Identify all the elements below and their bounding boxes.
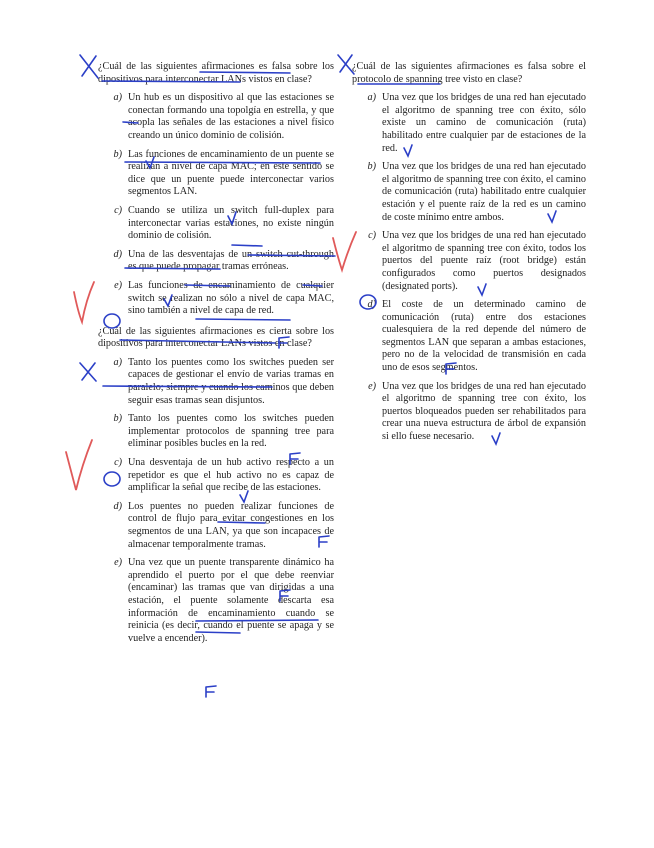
option-text: Cuando se utiliza un switch full-duplex para interconectar varias estaciones, no existe ningún dominio de colisión. <box>128 204 334 242</box>
question-2-option-d <box>98 501 334 551</box>
option-text: Las funciones de encaminamiento de un puente se realizan a nivel de capa MAC; en este sentido se dice que un puente puede interconectar varios segmentos LAN. <box>128 148 334 198</box>
option-letter: e) <box>368 380 376 392</box>
question-1-option-d <box>98 249 334 274</box>
option-letter: e) <box>114 279 122 291</box>
question-2 <box>98 326 334 646</box>
option-text: Los puentes no pueden realizar funciones de control de flujo para evitar congestiones en los segmentos de una LAN, ya que son incapaces de almacenar temporalmente tramas. <box>128 500 334 550</box>
cross-mark-question-1 <box>80 55 98 78</box>
red-check-mark <box>66 440 92 490</box>
question-1-option-c <box>98 205 334 243</box>
option-letter: c) <box>114 457 122 469</box>
option-letter: b) <box>367 161 376 173</box>
option-text: Tanto los puentes como los switches pueden implementar protocolos de spanning tree para eliminar posibles bucles en la red. <box>128 413 334 450</box>
question-1 <box>98 61 334 318</box>
option-text: Las funciones de encaminamiento de cualquier switch se realizan no sólo a nivel de capa MAC, sino también a nivel de capa de red. <box>128 279 334 317</box>
cross-mark-question-2 <box>80 363 96 381</box>
option-letter: a) <box>113 92 122 104</box>
option-text: Una desventaja de un hub activo respecto a un repetidor es que el hub activo no es capaz de amplificar la señal que recibe de las estaciones. <box>128 457 334 494</box>
option-letter: d) <box>113 248 122 260</box>
question-1-stem: ¿Cuál de las siguientes afirmaciones es falsa sobre los dipositivos para interconectar LANs vistos en clase? <box>98 61 334 85</box>
option-letter: d) <box>367 299 376 311</box>
question-3-option-a <box>352 92 586 155</box>
option-text: Una vez que los bridges de una red han ejecutado el algoritmo de spanning tree con éxito, todos los puertos del puente raíz (root bridge) están configurados como puertos designados (designated ports). <box>382 230 586 292</box>
question-2-option-e <box>98 557 334 645</box>
option-text: Una vez que los bridges de una red han ejecutado el algoritmo de spanning tree con éxito, sólo existe un camino de comunicación (ruta) habilitado entre cualquier par de estaciones de la red. <box>382 92 586 154</box>
question-3-option-e <box>352 381 586 444</box>
option-text: El coste de un determinado camino de comunicación (ruta) entre dos estaciones cualesquiera de la red depende del número de segmentos LAN que separan a ambas estaciones, pero no de la velocidad de transmisión en cada uno de esos segmentos. <box>382 299 586 374</box>
question-3-option-c <box>352 230 586 293</box>
option-text: Una vez que los bridges de una red han ejecutado el algoritmo de spanning tree con éxito, el camino de comunicación (ruta) habilitado entre cualquier estación y el puente raíz de la red es un camino de coste mínimo entre ambos. <box>382 161 586 223</box>
option-letter: c) <box>368 230 376 242</box>
question-2-option-c <box>98 457 334 495</box>
option-letter: c) <box>114 204 122 216</box>
question-1-option-e <box>98 280 334 318</box>
left-column <box>98 61 334 653</box>
option-text: Tanto los puentes como los switches pueden ser capaces de gestionar el envío de varias tramas en paralelo; siempre y cuando los caminos que deben seguir esas tramas sean disjuntos. <box>128 356 334 406</box>
option-text: Una vez que un puente transparente dinámico ha aprendido el puerto por el que debe reenviar (encaminar) las tramas que van dirigidas a una estación, el puente solamente descarta esa información de encaminamiento cuando se reinicia (es decir, cuando el puente se apaga y se vuelve a encender). <box>128 557 334 644</box>
option-letter: b) <box>113 413 122 425</box>
question-3-option-d <box>352 299 586 375</box>
option-text: Una vez que los bridges de una red han ejecutado el algoritmo de spanning tree con éxito, los puertos bloqueados pueden ser rehabilitados para crear una nueva estructura de árbol de expansión si ello fuese necesario. <box>382 380 586 443</box>
question-2-stem: ¿Cuál de las siguientes afirmaciones es cierta sobre los dipositivos para interconectar LANs vistos en clase? <box>98 325 334 350</box>
question-1-option-b <box>98 149 334 199</box>
option-letter: b) <box>113 148 122 160</box>
question-3-option-b <box>352 161 586 224</box>
question-2-option-b <box>98 413 334 451</box>
question-3-stem: ¿Cuál de las siguientes afirmaciones es falsa sobre el protocolo de spanning tree visto en clase? <box>352 61 586 85</box>
right-column <box>352 61 586 452</box>
question-1-option-a <box>98 92 334 142</box>
option-text: Un hub es un dispositivo al que las estaciones se conectan formando una topolgía en estrella, y que acopla las señales de las estaciones a nivel físico creando un único dominio de colisión. <box>128 92 334 141</box>
option-text: Una de las desventajas de un switch cut-through es que puede propagar tramas erróneas. <box>128 248 334 273</box>
red-check-mark <box>74 282 94 322</box>
f-mark <box>206 686 216 697</box>
option-letter: d) <box>113 500 122 512</box>
option-letter: a) <box>113 356 122 368</box>
option-letter: e) <box>114 557 122 569</box>
question-2-option-a <box>98 357 334 407</box>
question-3 <box>352 61 586 444</box>
option-letter: a) <box>367 92 376 104</box>
